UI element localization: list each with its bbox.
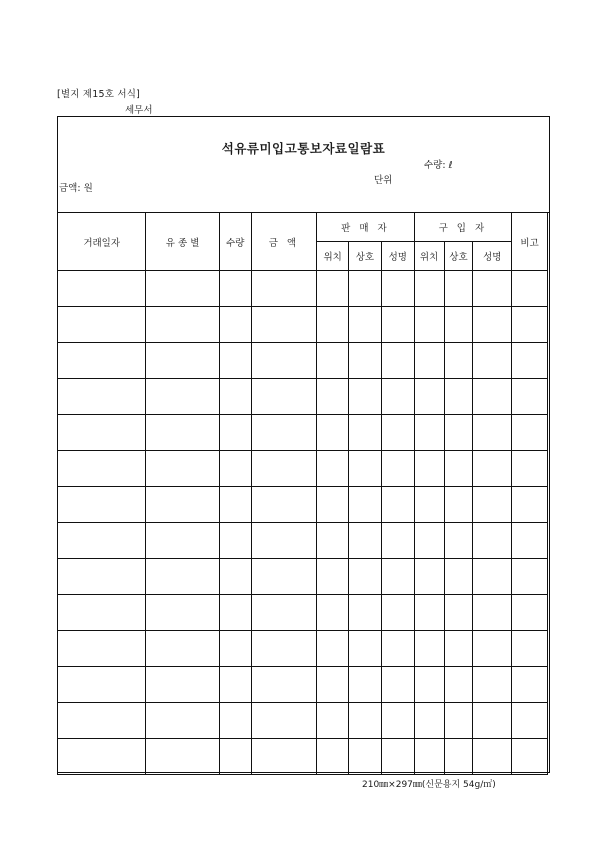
header-quantity: 수량 [219,213,251,271]
table-cell[interactable] [349,343,382,379]
table-cell[interactable] [512,307,548,343]
table-cell[interactable] [219,415,251,451]
table-cell[interactable] [349,451,382,487]
table-cell[interactable] [444,631,473,667]
table-cell[interactable] [251,343,317,379]
table-cell[interactable] [414,343,444,379]
table-row [58,343,548,379]
table-cell[interactable] [512,487,548,523]
table-cell[interactable] [414,595,444,631]
table-cell[interactable] [146,667,219,703]
table-cell[interactable] [219,595,251,631]
table-cell[interactable] [473,631,512,667]
table-cell[interactable] [414,559,444,595]
table-cell[interactable] [349,307,382,343]
form-header [58,117,549,213]
table-cell[interactable] [317,667,349,703]
table-cell[interactable] [473,739,512,775]
table-cell[interactable] [381,595,414,631]
table-cell[interactable] [146,451,219,487]
table-cell[interactable] [146,415,219,451]
table-cell[interactable] [58,307,146,343]
table-cell[interactable] [146,559,219,595]
table-cell[interactable] [317,487,349,523]
table-cell[interactable] [219,559,251,595]
table-cell[interactable] [444,595,473,631]
header-buyer-trade-name: 상호 [444,242,473,271]
table-row [58,667,548,703]
table-cell[interactable] [512,415,548,451]
table-cell[interactable] [317,271,349,307]
table-cell[interactable] [317,451,349,487]
table-cell[interactable] [219,487,251,523]
table-cell[interactable] [444,703,473,739]
table-cell[interactable] [512,379,548,415]
table-cell[interactable] [349,595,382,631]
table-cell[interactable] [317,343,349,379]
table-row [58,307,548,343]
table-cell[interactable] [444,271,473,307]
table-cell[interactable] [317,307,349,343]
table-body [58,271,548,775]
table-cell[interactable] [349,631,382,667]
table-cell[interactable] [473,523,512,559]
table-cell[interactable] [349,271,382,307]
header-seller: 판 매 자 [317,213,414,242]
table-cell[interactable] [146,307,219,343]
table-cell[interactable] [444,451,473,487]
table-cell[interactable] [146,631,219,667]
table-cell[interactable] [251,631,317,667]
table-cell[interactable] [473,379,512,415]
table-cell[interactable] [317,595,349,631]
table-cell[interactable] [381,739,414,775]
table-cell[interactable] [414,703,444,739]
header-oil-type: 유 종 별 [146,213,219,271]
form-frame [57,116,550,773]
form-title: 석유류미입고통보자료일람표 [221,141,386,156]
table-cell[interactable] [349,703,382,739]
unit-label: 단위 [374,175,393,186]
table-cell[interactable] [146,487,219,523]
table-cell[interactable] [349,415,382,451]
table-cell[interactable] [444,415,473,451]
table-cell[interactable] [473,487,512,523]
table-cell[interactable] [219,739,251,775]
table-cell[interactable] [219,451,251,487]
table-cell[interactable] [512,703,548,739]
table-cell[interactable] [381,631,414,667]
table-cell[interactable] [58,451,146,487]
table-cell[interactable] [58,631,146,667]
table-cell[interactable] [444,667,473,703]
table-cell[interactable] [414,523,444,559]
table-cell[interactable] [219,271,251,307]
table-cell[interactable] [58,415,146,451]
table-cell[interactable] [317,559,349,595]
header-seller-trade-name: 상호 [349,242,382,271]
table-cell[interactable] [414,271,444,307]
table-cell[interactable] [251,415,317,451]
table-cell[interactable] [444,739,473,775]
table-cell[interactable] [512,451,548,487]
table-row [58,595,548,631]
table-cell[interactable] [473,415,512,451]
table-cell[interactable] [251,487,317,523]
table-cell[interactable] [317,703,349,739]
table-row [58,559,548,595]
table-cell[interactable] [219,703,251,739]
table-cell[interactable] [381,451,414,487]
table-cell[interactable] [473,595,512,631]
table-cell[interactable] [473,307,512,343]
table-cell[interactable] [381,415,414,451]
table-cell[interactable] [512,739,548,775]
table-row [58,523,548,559]
table-row [58,703,548,739]
table-cell[interactable] [349,739,382,775]
table-row [58,271,548,307]
table-cell[interactable] [219,307,251,343]
table-cell[interactable] [219,379,251,415]
table-cell[interactable] [473,343,512,379]
table-cell[interactable] [512,559,548,595]
table-cell[interactable] [512,667,548,703]
header-date: 거래일자 [58,213,146,271]
table-cell[interactable] [414,667,444,703]
table-cell[interactable] [414,379,444,415]
header-remarks: 비고 [512,213,548,271]
table-cell[interactable] [349,523,382,559]
table-cell[interactable] [58,559,146,595]
table-cell[interactable] [444,307,473,343]
table-cell[interactable] [219,667,251,703]
header-amount: 금 액 [251,213,317,271]
table-cell[interactable] [349,559,382,595]
table-cell[interactable] [444,523,473,559]
table-cell[interactable] [381,379,414,415]
table-cell[interactable] [512,523,548,559]
table-cell[interactable] [512,595,548,631]
table-cell[interactable] [251,451,317,487]
paper-spec: 210㎜×297㎜(신문용지 54g/㎡) [362,780,496,790]
table-cell[interactable] [58,703,146,739]
unit-quantity: 수량: ℓ [424,160,453,171]
table-cell[interactable] [58,739,146,775]
table-cell[interactable] [58,271,146,307]
table-row [58,487,548,523]
table-cell[interactable] [219,523,251,559]
table-row [58,739,548,775]
table-cell[interactable] [317,379,349,415]
tax-office-label: 세무서 [125,105,153,116]
unit-amount: 금액: 원 [59,183,93,194]
table-cell[interactable] [473,271,512,307]
table-cell[interactable] [381,343,414,379]
header-seller-name: 성명 [381,242,414,271]
table-cell[interactable] [381,667,414,703]
table-cell[interactable] [473,559,512,595]
table-cell[interactable] [251,667,317,703]
table-cell[interactable] [58,595,146,631]
table-cell[interactable] [444,343,473,379]
table-cell[interactable] [58,667,146,703]
table-cell[interactable] [414,739,444,775]
table-cell[interactable] [381,559,414,595]
table-cell[interactable] [381,307,414,343]
table-cell[interactable] [414,487,444,523]
table-cell[interactable] [251,307,317,343]
header-buyer-location: 위치 [414,242,444,271]
table-cell[interactable] [58,487,146,523]
table-row [58,631,548,667]
table-cell[interactable] [146,343,219,379]
header-buyer: 구 입 자 [414,213,511,242]
table-cell[interactable] [512,271,548,307]
header-buyer-name: 성명 [473,242,512,271]
table-cell[interactable] [444,379,473,415]
table-cell[interactable] [381,487,414,523]
table-cell[interactable] [317,739,349,775]
table-cell[interactable] [146,739,219,775]
table-cell[interactable] [473,667,512,703]
data-table [57,212,548,775]
table-cell[interactable] [349,667,382,703]
table-cell[interactable] [349,487,382,523]
table-cell[interactable] [317,631,349,667]
table-cell[interactable] [414,451,444,487]
header-seller-location: 위치 [317,242,349,271]
table-cell[interactable] [146,523,219,559]
table-cell[interactable] [251,379,317,415]
table-cell[interactable] [58,379,146,415]
table-cell[interactable] [146,703,219,739]
table-cell[interactable] [251,523,317,559]
table-cell[interactable] [512,631,548,667]
table-cell[interactable] [251,703,317,739]
table-cell[interactable] [219,631,251,667]
table-cell[interactable] [251,559,317,595]
table-cell[interactable] [414,631,444,667]
table-cell[interactable] [444,559,473,595]
form-label: [별지 제15호 서식] [57,89,141,100]
table-cell[interactable] [512,343,548,379]
table-cell[interactable] [473,451,512,487]
table-row [58,415,548,451]
table-cell[interactable] [414,307,444,343]
table-cell[interactable] [414,415,444,451]
table-cell[interactable] [251,739,317,775]
table-cell[interactable] [146,595,219,631]
table-cell[interactable] [58,343,146,379]
table-cell[interactable] [146,379,219,415]
table-cell[interactable] [146,271,219,307]
table-row [58,379,548,415]
table-cell[interactable] [349,379,382,415]
table-cell[interactable] [381,523,414,559]
table-cell[interactable] [317,523,349,559]
table-row [58,451,548,487]
table-cell[interactable] [381,271,414,307]
table-cell[interactable] [251,271,317,307]
table-cell[interactable] [473,703,512,739]
table-cell[interactable] [58,523,146,559]
table-cell[interactable] [317,415,349,451]
table-cell[interactable] [444,487,473,523]
table-cell[interactable] [381,703,414,739]
table-cell[interactable] [219,343,251,379]
table-cell[interactable] [251,595,317,631]
